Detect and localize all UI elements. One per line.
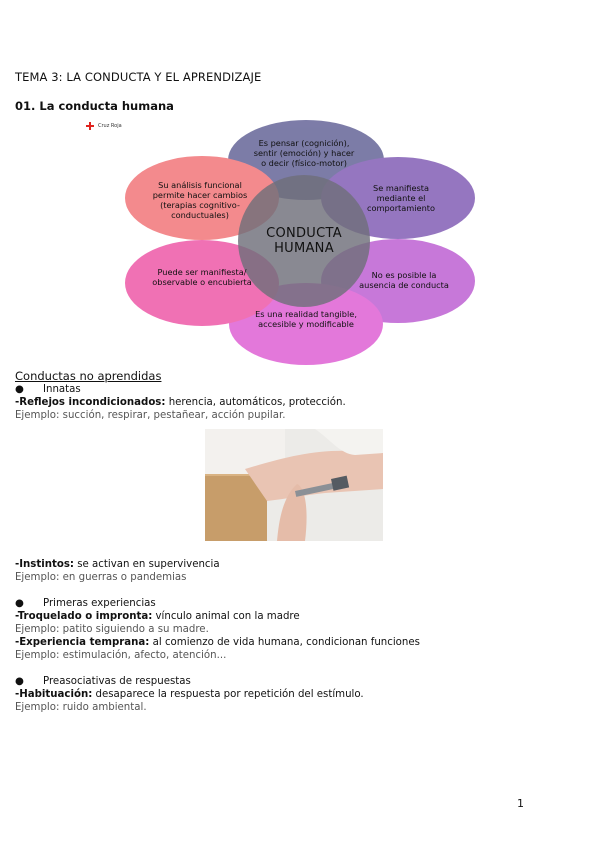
section-subtitle: 01. La conducta humana xyxy=(15,99,174,113)
bullet-item: ● Innatas xyxy=(15,384,81,395)
petal-text-bottom-right: No es posible la ausencia de conducta xyxy=(359,270,449,290)
temprana-line: -Experiencia temprana: al comienzo de vida humana, condicionan funciones xyxy=(15,637,420,648)
content-block-4 xyxy=(15,675,364,714)
section-heading: Conductas no aprendidas xyxy=(15,369,162,383)
petal-text-top-left: Su análisis funcional permite hacer cambios (terapias cognitivo-conductuales) xyxy=(152,180,248,220)
bullet-icon: ● xyxy=(15,598,24,609)
habituacion-example: Ejemplo: ruido ambiental. xyxy=(15,702,147,713)
bullet-icon: ● xyxy=(15,384,24,395)
content-block-1 xyxy=(15,370,346,422)
troquelado-line: -Troquelado o impronta: vínculo animal con la madre xyxy=(15,611,300,622)
temprana-example: Ejemplo: estimulación, afecto, atención... xyxy=(15,650,227,661)
petal-text-bottom: Es una realidad tangible, accesible y modificable xyxy=(255,309,357,329)
content-block-3 xyxy=(15,597,420,662)
petal-text-top-right: Se manifiesta mediante el comportamiento xyxy=(367,183,435,213)
logo-text: Cruz Roja xyxy=(98,123,122,129)
instintos-example: Ejemplo: en guerras o pandemias xyxy=(15,572,187,583)
petal-text-bottom-left: Puede ser manifiesta/ observable o encubierta xyxy=(152,267,252,287)
content-block-2 xyxy=(15,558,220,584)
instintos-line: -Instintos: se activan en supervivencia xyxy=(15,559,220,570)
bullet-item: ● Primeras experiencias xyxy=(15,598,156,609)
reflejos-line: -Reflejos incondicionados: herencia, automáticos, protección. xyxy=(15,397,346,408)
red-cross-icon xyxy=(86,122,94,130)
troquelado-example: Ejemplo: patito siguiendo a su madre. xyxy=(15,624,209,635)
page-number: 1 xyxy=(517,797,524,810)
petal-text-top: Es pensar (cognición), sentir (emoción) y hacer o decir (físico-motor) xyxy=(253,138,355,168)
bullet-icon: ● xyxy=(15,676,24,687)
habituacion-line: -Habituación: desaparece la respuesta por repetición del estímulo. xyxy=(15,689,364,700)
reflejos-example: Ejemplo: succión, respirar, pestañear, acción pupilar. xyxy=(15,410,286,421)
page-title: TEMA 3: LA CONDUCTA Y EL APRENDIZAJE xyxy=(15,70,262,84)
knee-reflex-photo xyxy=(205,429,383,541)
diagram-center-label: CONDUCTA HUMANA xyxy=(266,226,342,256)
bullet-item: ● Preasociativas de respuestas xyxy=(15,676,191,687)
